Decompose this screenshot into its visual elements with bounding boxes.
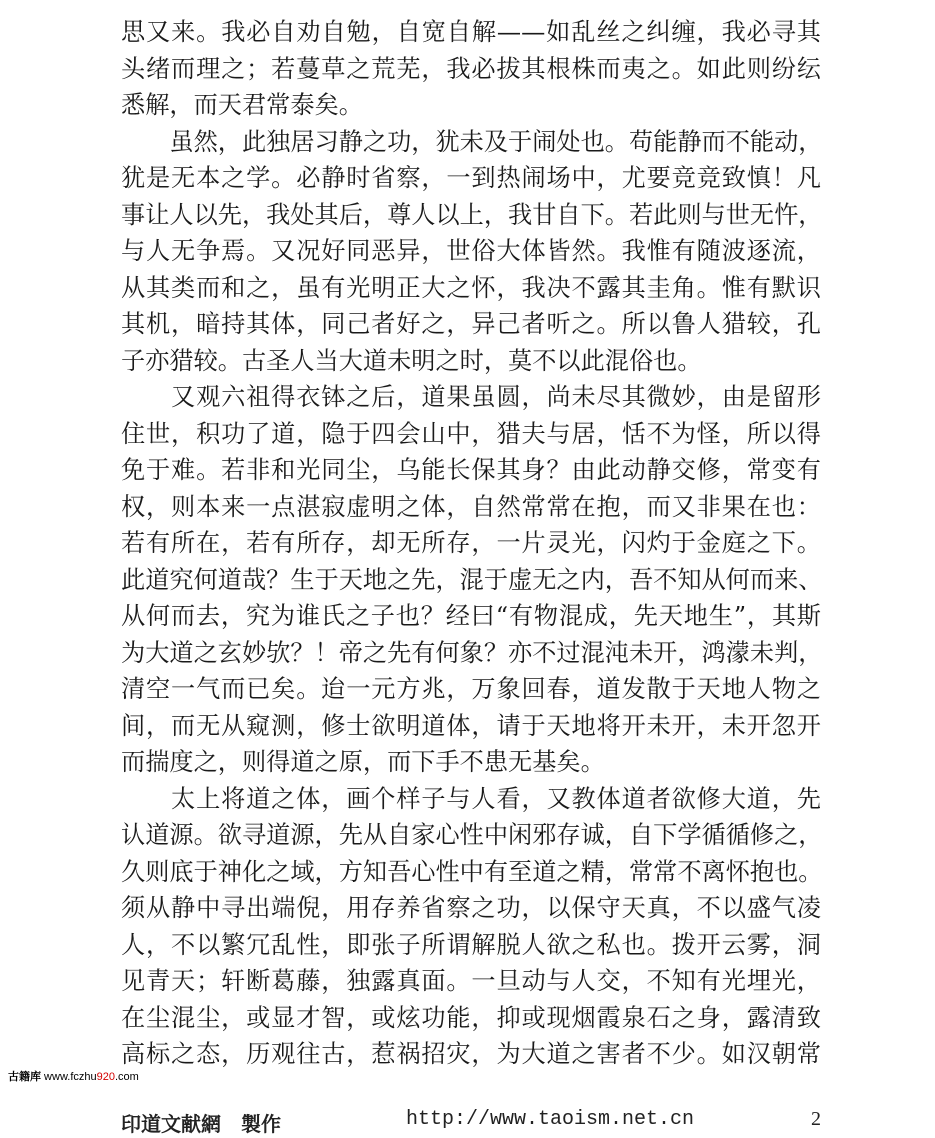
text-line: 虽然，此独居习静之功，犹未及于闹处也。苟能静而不能动， <box>121 127 823 156</box>
document-body <box>121 14 821 1073</box>
site-watermark <box>8 1068 139 1084</box>
text-line: 见青天；轩断葛藤，独露真面。一旦动与人交，不知有光埋光， <box>121 967 821 995</box>
text-line: 太上将道之体，画个样子与人看，又教体道者欲修大道，先 <box>121 784 821 813</box>
text-line: 思又来。我必自劝自勉，自宽自解——如乱丝之纠缠，我必寻其 <box>121 18 821 46</box>
page-footer <box>121 1108 821 1138</box>
text-line: 犹是无本之学。必静时省察，一到热闹场中，尤要竞竞致慎！凡 <box>121 164 821 192</box>
text-line: 为大道之玄妙欤？！帝之先有何象？亦不过混沌未开，鸿濛未判， <box>121 638 823 667</box>
text-line: 住世，积功了道，隐于四会山中，猎夫与居，恬不为怪，所以得 <box>121 419 821 448</box>
text-line: 又观六祖得衣钵之后，道果虽圆，尚未尽其微妙，由是留形 <box>121 383 821 411</box>
text-line: 久则底于神化之域，方知吾心性中有至道之精，常常不离怀抱也。 <box>121 857 823 886</box>
text-line: 而揣度之，则得道之原，而下手不患无基矣。 <box>121 748 605 776</box>
text-line: 须从静中寻出端倪，用存养省察之功，以保守天真，不以盛气凌 <box>121 894 821 922</box>
text-line: 权，则本来一点湛寂虚明之体，自然常常在抱，而又非果在也： <box>121 492 821 521</box>
text-line: 事让人以先，我处其后，尊人以上，我甘自下。若此则与世无忤， <box>121 200 823 229</box>
text-line: 子亦猎较。古圣人当大道未明之时，莫不以此混俗也。 <box>121 346 702 375</box>
text-line: 认道源。欲寻道源，先从自家心性中闲邪存诚，自下学循循修之， <box>121 821 823 849</box>
watermark-url-prefix: www.fczhu <box>41 1071 97 1083</box>
text-line: 此道究何道哉？生于天地之先，混于虚无之内，吾不知从何而来、 <box>121 565 823 594</box>
text-line: 人，不以繁冗乱性，即张子所谓解脱人欲之私也。拨开云雾，洞 <box>121 930 821 959</box>
footer-producer: 印道文献網 製作 <box>121 1112 281 1136</box>
text-line: 从其类而和之，虽有光明正大之怀，我决不露其圭角。惟有默识 <box>121 273 821 302</box>
text-line: 间，而无从窥测，修士欲明道体，请于天地将开未开，未开忽开 <box>121 711 821 740</box>
text-line: 与人无争焉。又况好同恶异，世俗大体皆然。我惟有随波逐流， <box>121 237 821 265</box>
text-line: 从何而去，究为谁氏之子也？经曰“有物混成，先天地生”，其斯 <box>121 602 821 630</box>
text-line: 悉解，而天君常泰矣。 <box>121 91 363 119</box>
text-line: 免于难。若非和光同尘，乌能长保其身？由此动静交修，常变有 <box>121 456 821 484</box>
text-line: 高标之态，历观往古，惹祸招灾，为大道之害者不少。如汉朝常 <box>121 1040 821 1068</box>
watermark-site-name: 古籍库 <box>8 1071 41 1083</box>
text-line: 头绪而理之；若蔓草之荒芜，我必拔其根株而夷之。如此则纷纭 <box>121 54 821 83</box>
page-number: 2 <box>811 1108 821 1130</box>
watermark-url-highlight: 920 <box>96 1071 115 1083</box>
text-line: 在尘混尘，或显才智，或炫功能，抑或现烟霞泉石之身，露清致 <box>121 1003 821 1032</box>
text-line: 清空一气而已矣。迨一元方兆，万象回春，道发散于天地人物之 <box>121 675 821 703</box>
text-line: 若有所在，若有所存，却无所存，一片灵光，闪灼于金庭之下。 <box>121 529 821 557</box>
footer-url: http://www.taoism.net.cn <box>406 1108 695 1131</box>
watermark-url-suffix: .com <box>115 1071 139 1083</box>
text-line: 其机，暗持其体，同己者好之，异己者听之。所以鲁人猎较，孔 <box>121 310 821 338</box>
